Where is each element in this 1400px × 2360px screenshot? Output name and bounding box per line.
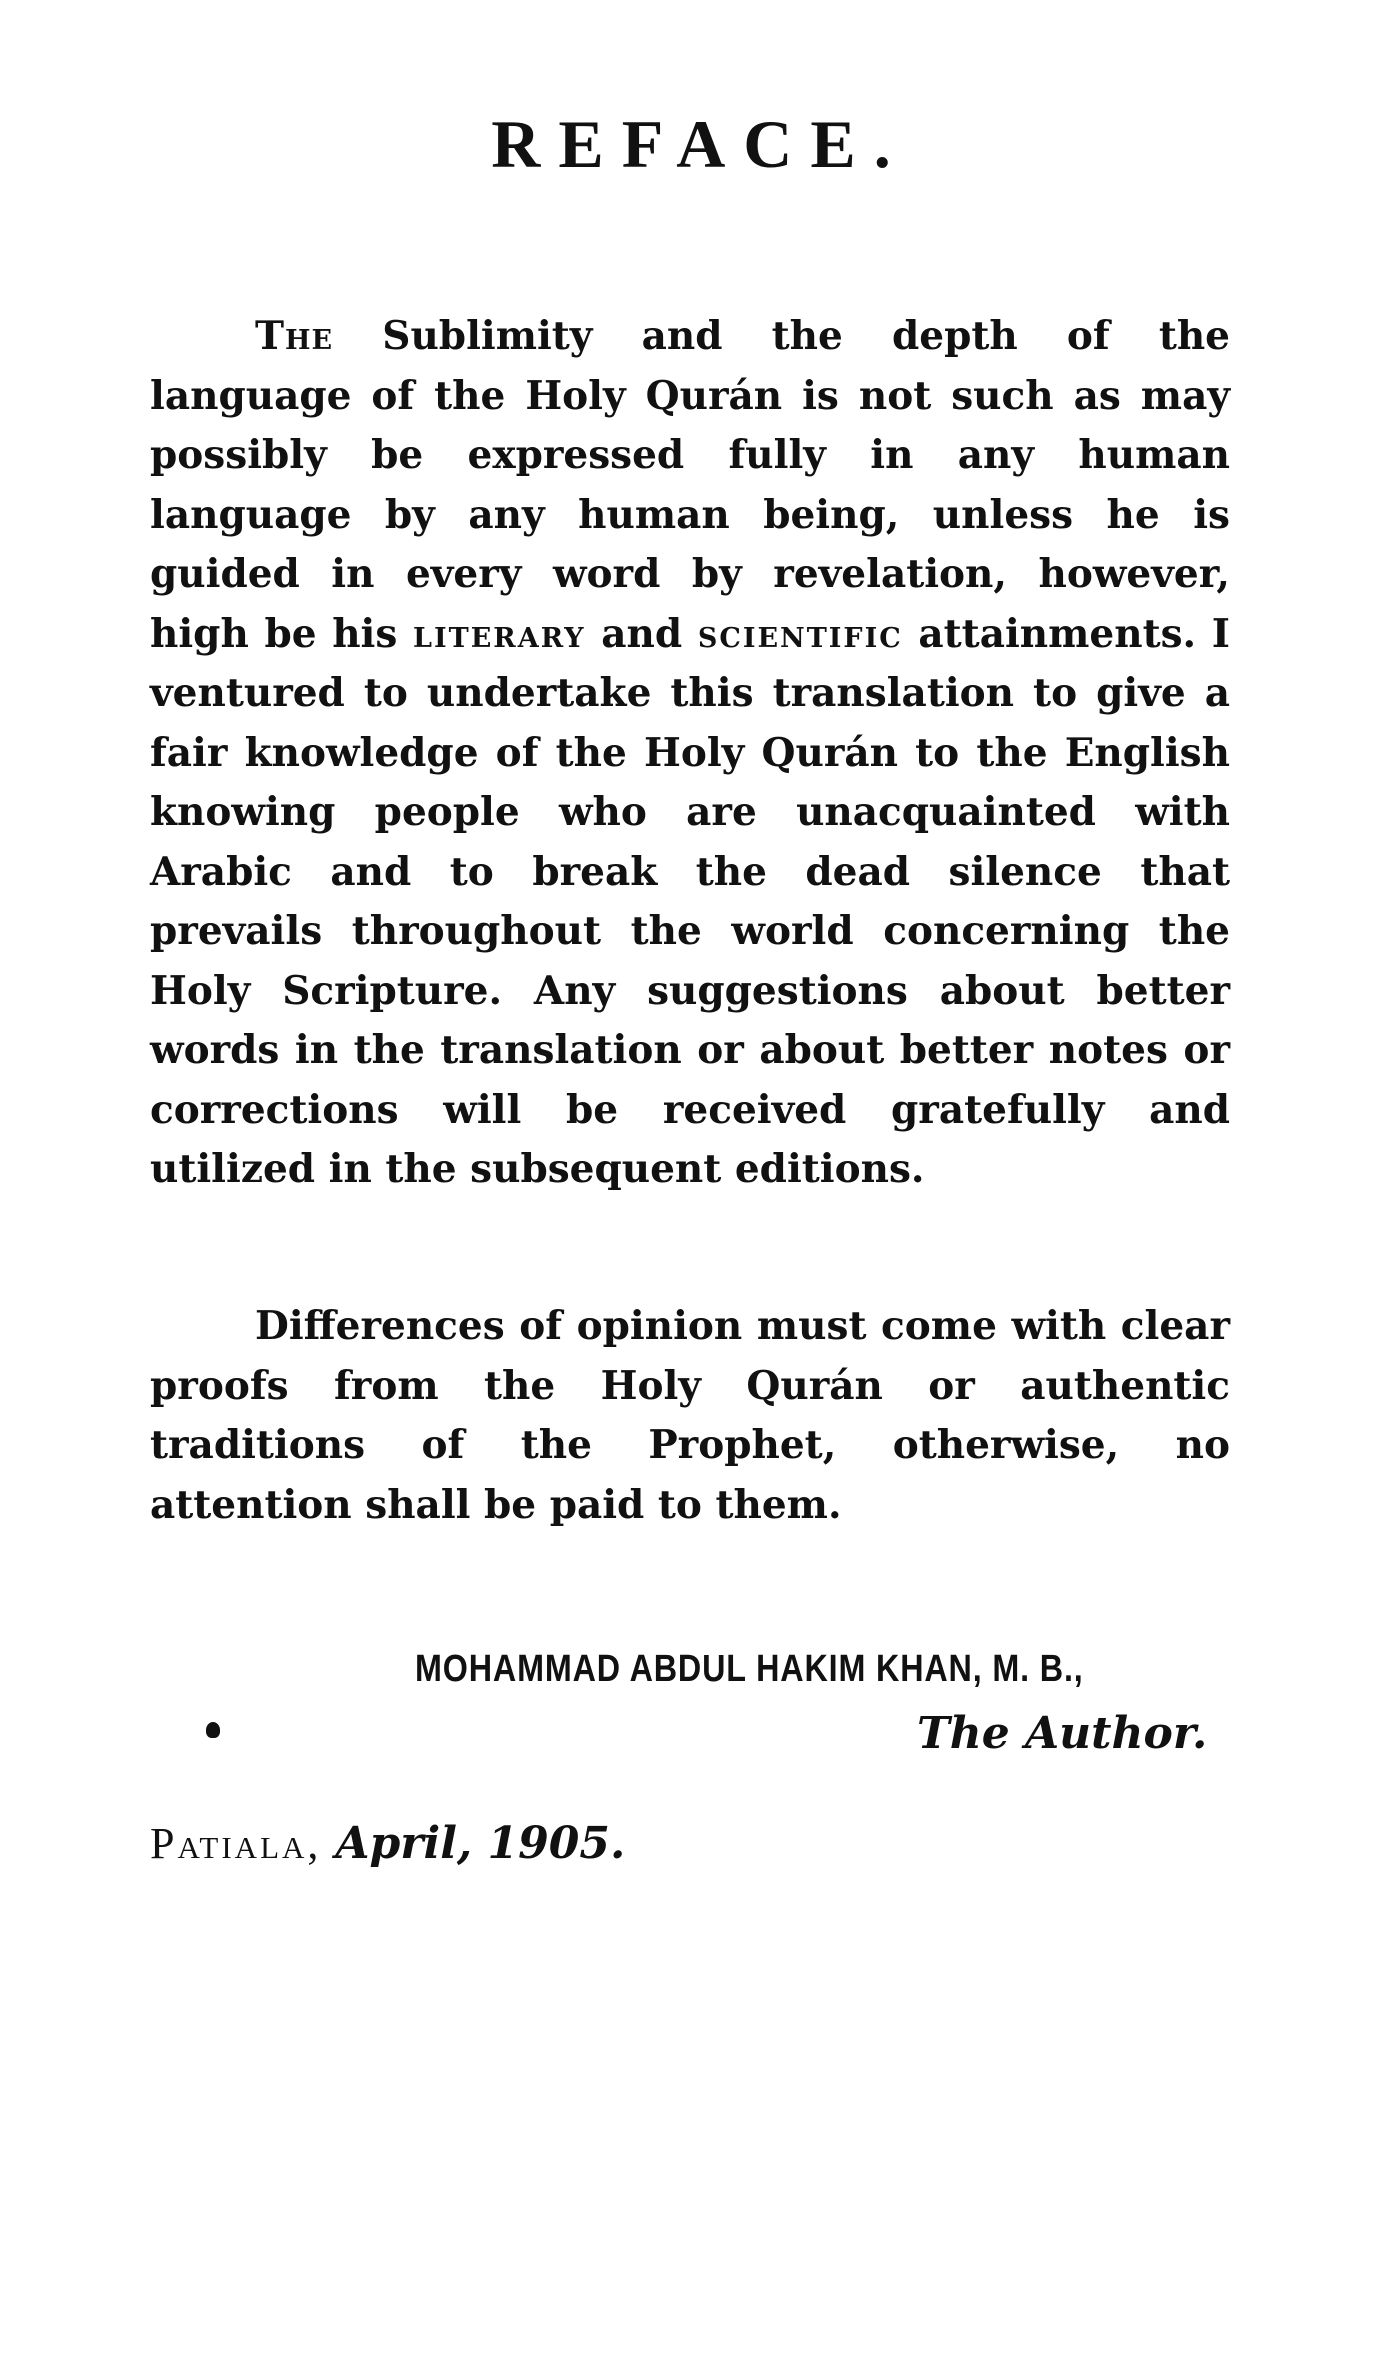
paragraph-2: Differences of opinion must come with clear proofs from the Holy Qurán or authentic traditions of the Prophet, otherwise, no attention shall be paid to them. [150, 1303, 1230, 1528]
paragraph-1-text-a: Sublimity and the depth of the language of the Holy Qurán is not such as may possibly be expressed fully in any human language by any human being, unless he is guided in every word by revelation, however, high be his [150, 313, 1230, 657]
author-name: MOHAMMAD ABDUL HAKIM KHAN, M. B., [415, 1648, 1084, 1690]
literary-term: literary [413, 610, 586, 657]
author-role: The Author. [917, 1708, 1208, 1759]
place: Patiala, [150, 1819, 322, 1868]
paragraph-1 [150, 307, 1230, 1200]
lead-word: The [255, 313, 334, 359]
paragraph-1-and: and [601, 610, 683, 657]
scientific-term: scientific [697, 610, 903, 657]
page-title: REFACE. [491, 106, 909, 182]
date: April, 1905. [335, 1818, 626, 1869]
place-date-line [150, 1818, 625, 1869]
ornament-mark [206, 1722, 220, 1738]
paragraph-1-text-b: attainments. I ventured to undertake this translation to give a fair knowledge of the Holy Qurán to the English knowing people who are unacquainted with Arabic and to break the dead silence that prevails throughout the world concerning the Holy Scripture. Any suggestions about better words in the translation or about better notes or corrections will be received gratefully and utilized in the subsequent editions. [150, 610, 1231, 1192]
